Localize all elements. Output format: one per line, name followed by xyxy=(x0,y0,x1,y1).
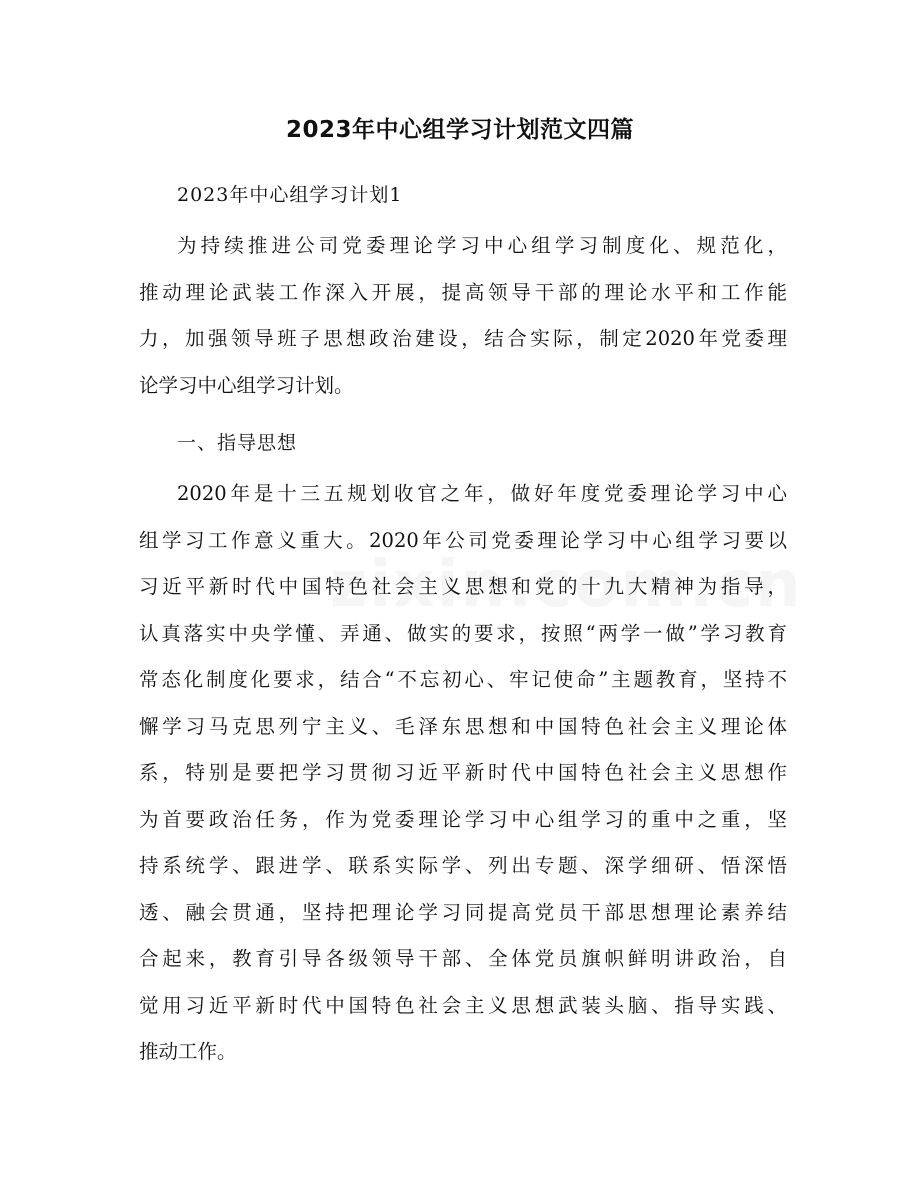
paragraph-line: 合起来，教育引导各级领导干部、全体党员旗帜鲜明讲政治，自 xyxy=(139,947,787,970)
paragraph-line: 懈学习马克思列宁主义、毛泽东思想和中国特色社会主义理论体 xyxy=(139,714,787,738)
section-heading-guiding-thought: 一、指导思想 xyxy=(177,432,298,454)
paragraph-line: 组学习工作意义重大。2020年公司党委理论学习中心组学习要以 xyxy=(139,528,787,552)
paragraph-line: 常态化制度化要求，结合“不忘初心、牢记使命”主题教育，坚持不 xyxy=(139,668,787,691)
document-title: 2023年中心组学习计划范文四篇 xyxy=(285,117,634,143)
paragraph-line: 推动理论武装工作深入开展，提高领导干部的理论水平和工作能 xyxy=(139,280,787,304)
paragraph-line: 持系统学、跟进学、联系实际学、列出专题、深学细研、悟深悟 xyxy=(139,854,787,877)
paragraph-line: 系，特别是要把学习贯彻习近平新时代中国特色社会主义思想作 xyxy=(139,761,787,784)
paragraph-line: 推动工作。 xyxy=(139,1040,237,1063)
paragraph-line: 2020年是十三五规划收官之年，做好年度党委理论学习中心 xyxy=(177,482,787,505)
paragraph-line: 觉用习近平新时代中国特色社会主义思想武装头脑、指导实践、 xyxy=(139,993,787,1017)
paragraph-line: 为首要政治任务，作为党委理论学习中心组学习的重中之重，坚 xyxy=(139,807,787,831)
paragraph-line: 习近平新时代中国特色社会主义思想和党的十九大精神为指导， xyxy=(139,575,787,598)
guiding-thought-paragraph xyxy=(139,471,787,1076)
paragraph-line: 论学习中心组学习计划。 xyxy=(139,373,354,397)
paragraph-line: 透、融会贯通，坚持把理论学习同提高党员干部思想理论素养结 xyxy=(139,900,787,924)
plan-subtitle: 2023年中心组学习计划1 xyxy=(177,184,403,206)
paragraph-line: 为持续推进公司党委理论学习中心组学习制度化、规范化， xyxy=(177,234,787,257)
intro-paragraph xyxy=(139,223,787,409)
paragraph-line: 认真落实中央学懂、弄通、做实的要求，按照“两学一做”学习教育 xyxy=(139,621,787,645)
paragraph-line: 力，加强领导班子思想政治建设，结合实际，制定2020年党委理 xyxy=(139,327,787,350)
